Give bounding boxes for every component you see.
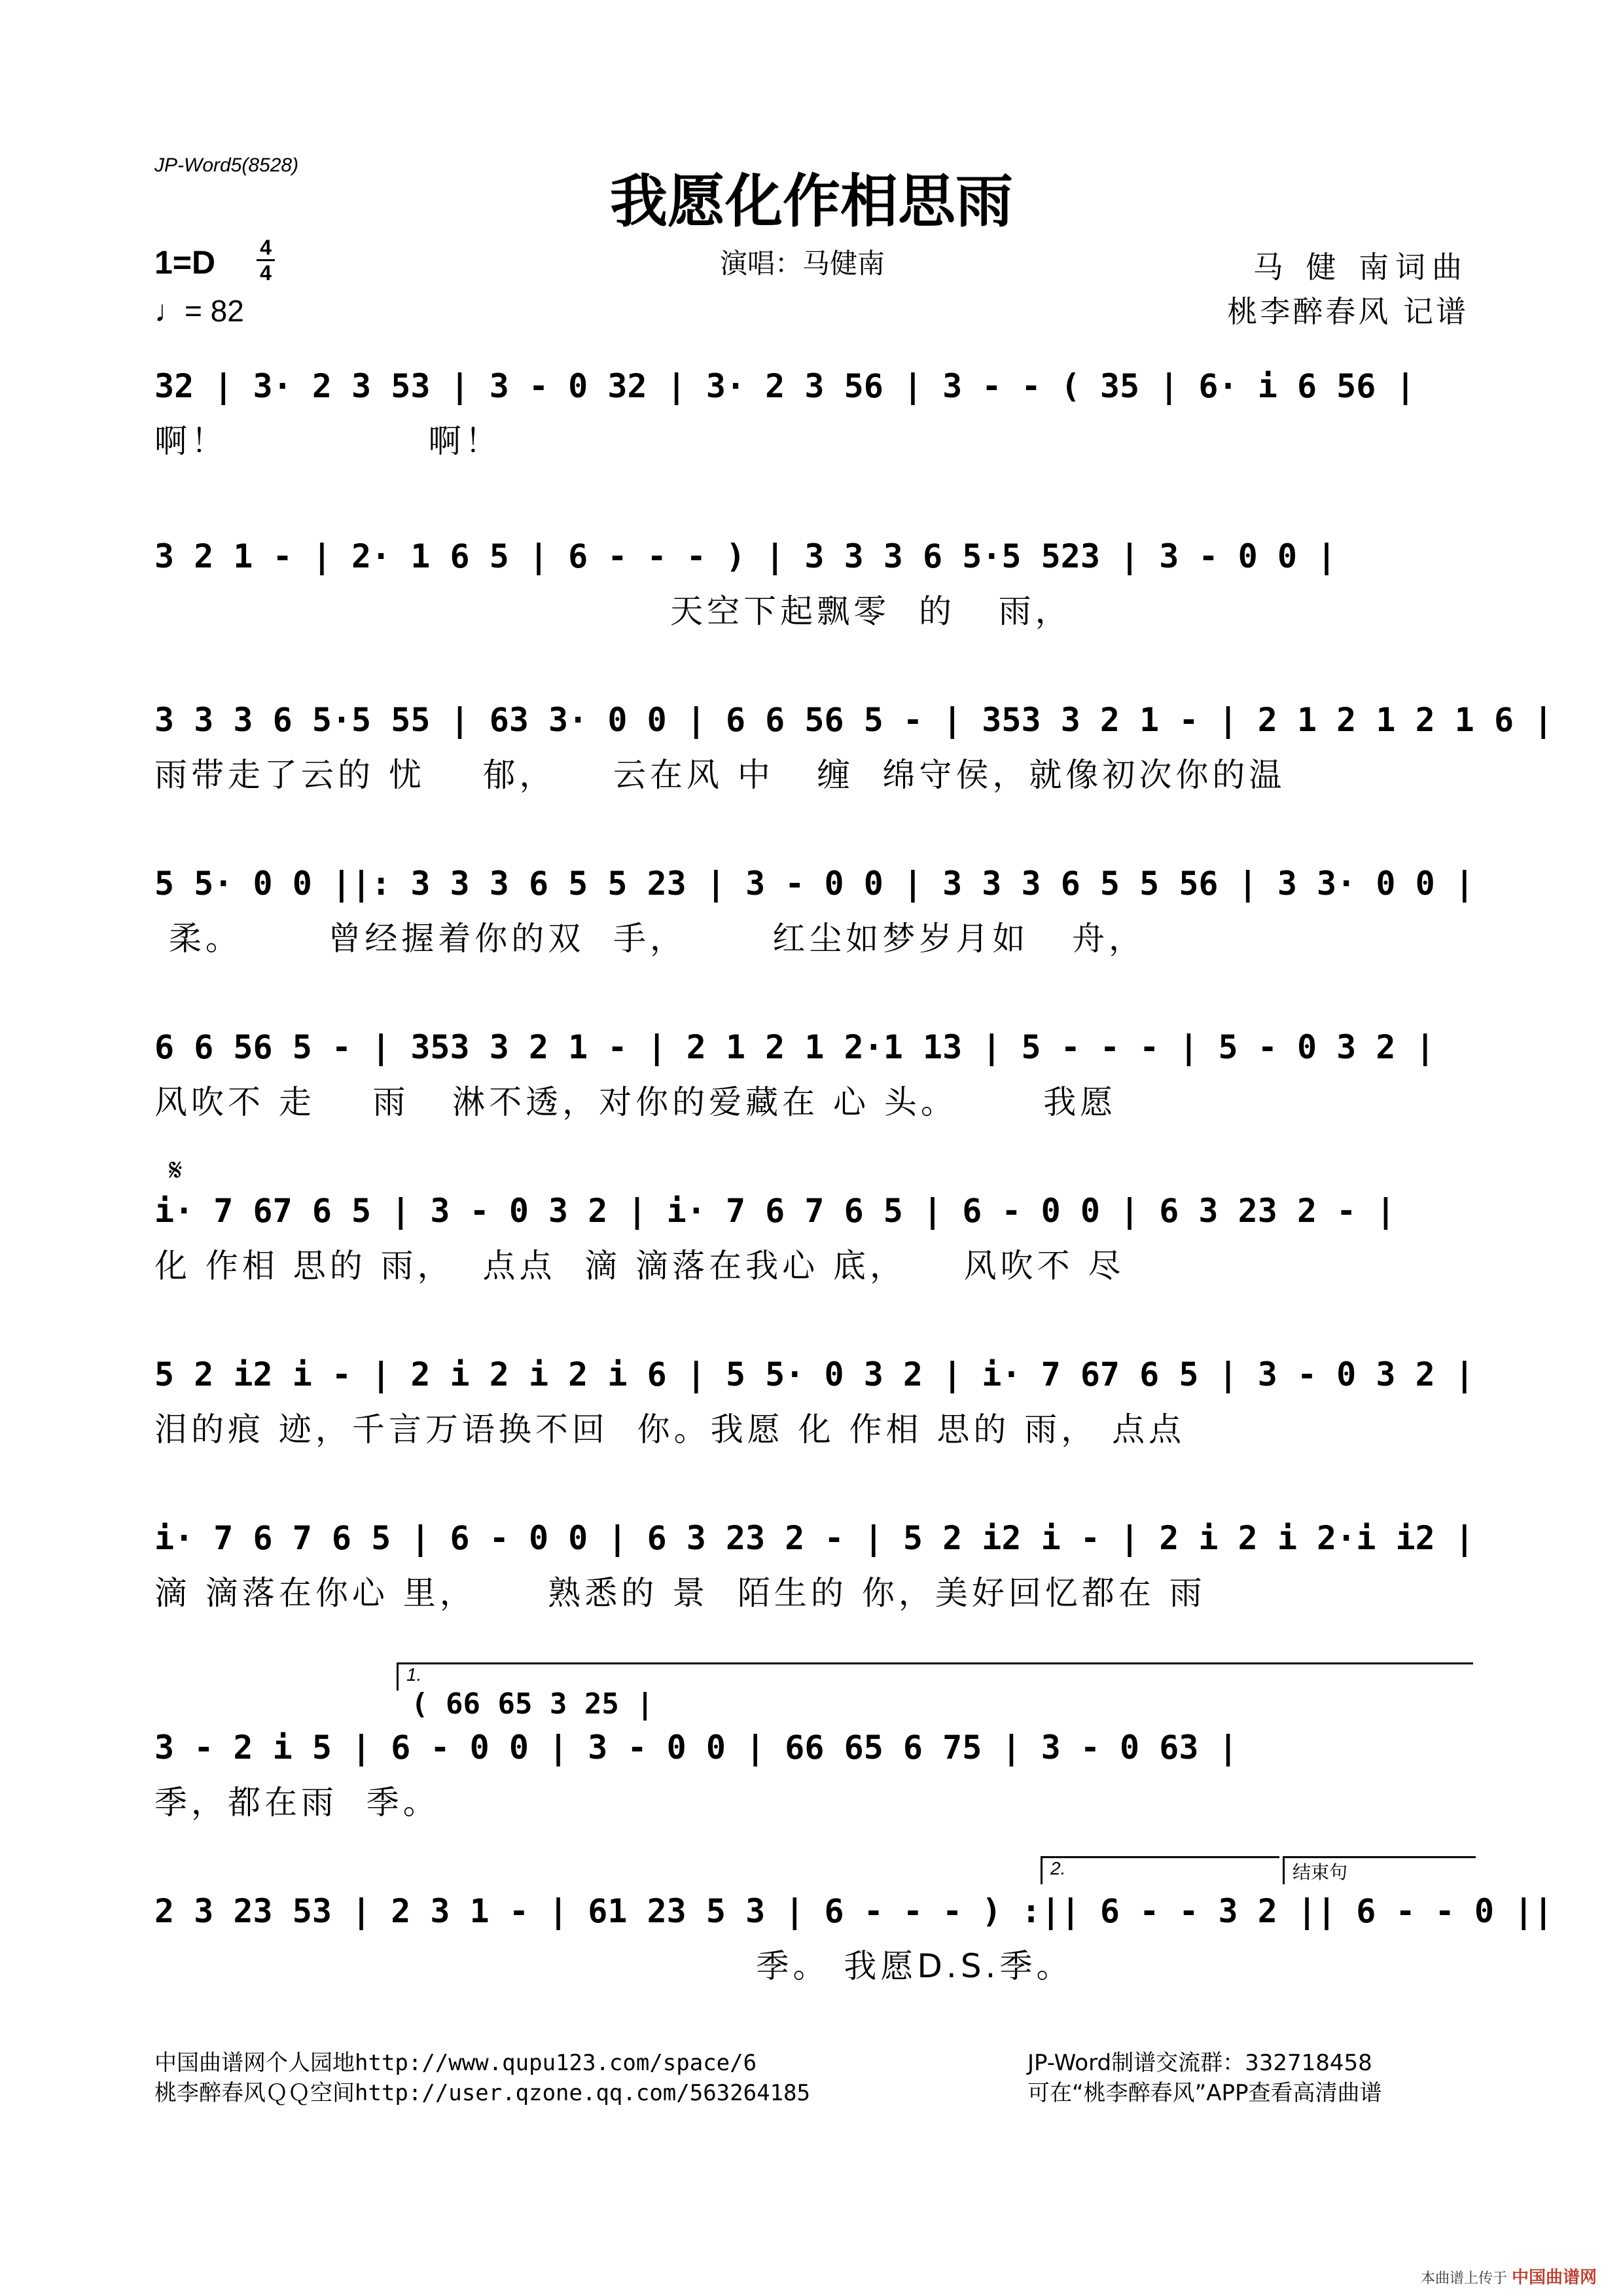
score-line xyxy=(154,367,1466,406)
score-line xyxy=(154,1518,1474,1558)
score-line xyxy=(154,700,1554,740)
composer-credit: 马 健 南词曲 xyxy=(1253,249,1469,285)
footer-app-note: 可在“桃李醉春风”APP查看高清曲谱 xyxy=(1027,2080,1382,2106)
segno-sign: 𝄋 xyxy=(169,1152,183,1189)
watermark-prefix: 本曲谱上传于 xyxy=(1420,2270,1507,2287)
notation-row: 6 6 56 5 - | 353 3 2 1 - | 2 1 2 1 2·1 13 | 5 - - - | 5 - 0 3 2 | xyxy=(154,1028,1435,1066)
performer: 演唱：马健南 xyxy=(720,247,885,279)
score-line xyxy=(154,1728,1466,1767)
notation-row: 32 | 3· 2 3 53 | 3 - 0 32 | 3· 2 3 56 | 3 - - ( 35 | 6· i 6 56 | xyxy=(154,367,1416,405)
time-signature xyxy=(257,237,275,283)
lyrics-row: 柔。 曾经握着你的双 手， 红尘如梦岁月如 舟， xyxy=(154,920,1146,958)
footer-link-1: 中国曲谱网个人园地http://www.qupu123.com/space/6 xyxy=(154,2050,757,2076)
score-line xyxy=(154,1892,1554,1931)
lyrics-row: 季。 我愿D.S.季。 xyxy=(154,1947,1073,1985)
lyrics-row: 化 作相 思的 雨， 点点 滴 滴落在我心 底， 风吹不 尽 xyxy=(154,1247,1125,1285)
watermark-brand: 中国曲谱网 xyxy=(1511,2268,1597,2287)
notation-row: 3 3 3 6 5·5 55 | 63 3· 0 0 | 6 6 56 5 - | 353 3 2 1 - | 2 1 2 1 2 1 6 | xyxy=(154,701,1554,739)
watermark xyxy=(1421,2264,1597,2288)
volta-2-bracket xyxy=(1041,1856,1279,1884)
source-tag: JP-Word5(8528) xyxy=(154,154,299,176)
meter-bottom: 4 xyxy=(260,261,272,285)
page-title: 我愿化作相思雨 xyxy=(609,168,1013,235)
notation-row: 5 5· 0 0 ||: 3 3 3 6 5 5 23 | 3 - 0 0 | 3 3 3 6 5 5 56 | 3 3· 0 0 | xyxy=(154,865,1474,903)
tempo-marking: ♩= 82 xyxy=(154,294,244,328)
notation-row: 5 2 i2 i - | 2 i 2 i 2 i 6 | 5 5· 0 3 2 | i· 7 67 6 5 | 3 - 0 3 2 | xyxy=(154,1355,1474,1393)
score-line xyxy=(154,1191,1466,1230)
lyrics-row: 滴 滴落在你心 里， 熟悉的 景 陌生的 你，美好回忆都在 雨 xyxy=(154,1574,1206,1612)
notation-row: 3 2 1 - | 2· 1 6 5 | 6 - - - ) | 3 3 3 6 5·5 523 | 3 - 0 0 | xyxy=(154,537,1337,575)
score-line xyxy=(154,864,1474,903)
notation-row: 3 - 2 i 5 | 6 - 0 0 | 3 - 0 0 | 66 65 6 75 | 3 - 0 63 | xyxy=(154,1729,1238,1767)
lyrics-row: 啊！ 啊！ xyxy=(154,422,502,460)
lyrics-row: 风吹不 走 雨 淋不透，对你的爱藏在 心 头。 我愿 xyxy=(154,1083,1117,1121)
transcriber-credit: 桃李醉春风 记谱 xyxy=(1227,294,1469,329)
score-line xyxy=(154,537,1466,576)
meter-top: 4 xyxy=(260,236,272,259)
score-line xyxy=(154,1028,1466,1067)
volta-1-bracket xyxy=(397,1662,1473,1691)
notation-row: 2 3 23 53 | 2 3 1 - | 61 23 5 3 | 6 - - - ) :|| 6 - - 3 2 || 6 - - 0 || xyxy=(154,1892,1554,1930)
notation-row: i· 7 67 6 5 | 3 - 0 3 2 | i· 7 6 7 6 5 | 6 - 0 0 | 6 3 23 2 - | xyxy=(154,1192,1396,1230)
footer-group: JP-Word制谱交流群：332718458 xyxy=(1027,2050,1372,2076)
lyrics-row: 天空下起飘零 的 雨， xyxy=(154,592,1072,630)
lyrics-row: 雨带走了云的 忧 郁， 云在风 中 缠 绵守侯，就像初次你的温 xyxy=(154,756,1286,794)
volta-1-label: 1. xyxy=(406,1664,422,1685)
key-signature: 1=D xyxy=(154,244,216,281)
ending-bracket xyxy=(1283,1856,1476,1884)
ending-label: 结束句 xyxy=(1293,1862,1348,1882)
footer-link-2: 桃李醉春风ＱＱ空间http://user.qzone.qq.com/563264185 xyxy=(154,2080,810,2106)
score-line xyxy=(154,1355,1474,1394)
volta-2-label: 2. xyxy=(1050,1858,1066,1878)
lyrics-row: 季，都在雨 季。 xyxy=(154,1784,440,1821)
lyrics-row: 泪的痕 迹，千言万语换不回 你。我愿 化 作相 思的 雨， 点点 xyxy=(154,1410,1186,1448)
notation-row: i· 7 6 7 6 5 | 6 - 0 0 | 6 3 23 2 - | 5 2 i2 i - | 2 i 2 i 2·i i2 | xyxy=(154,1519,1474,1557)
alternate-notes: ( 66 65 3 25 | xyxy=(411,1687,654,1721)
